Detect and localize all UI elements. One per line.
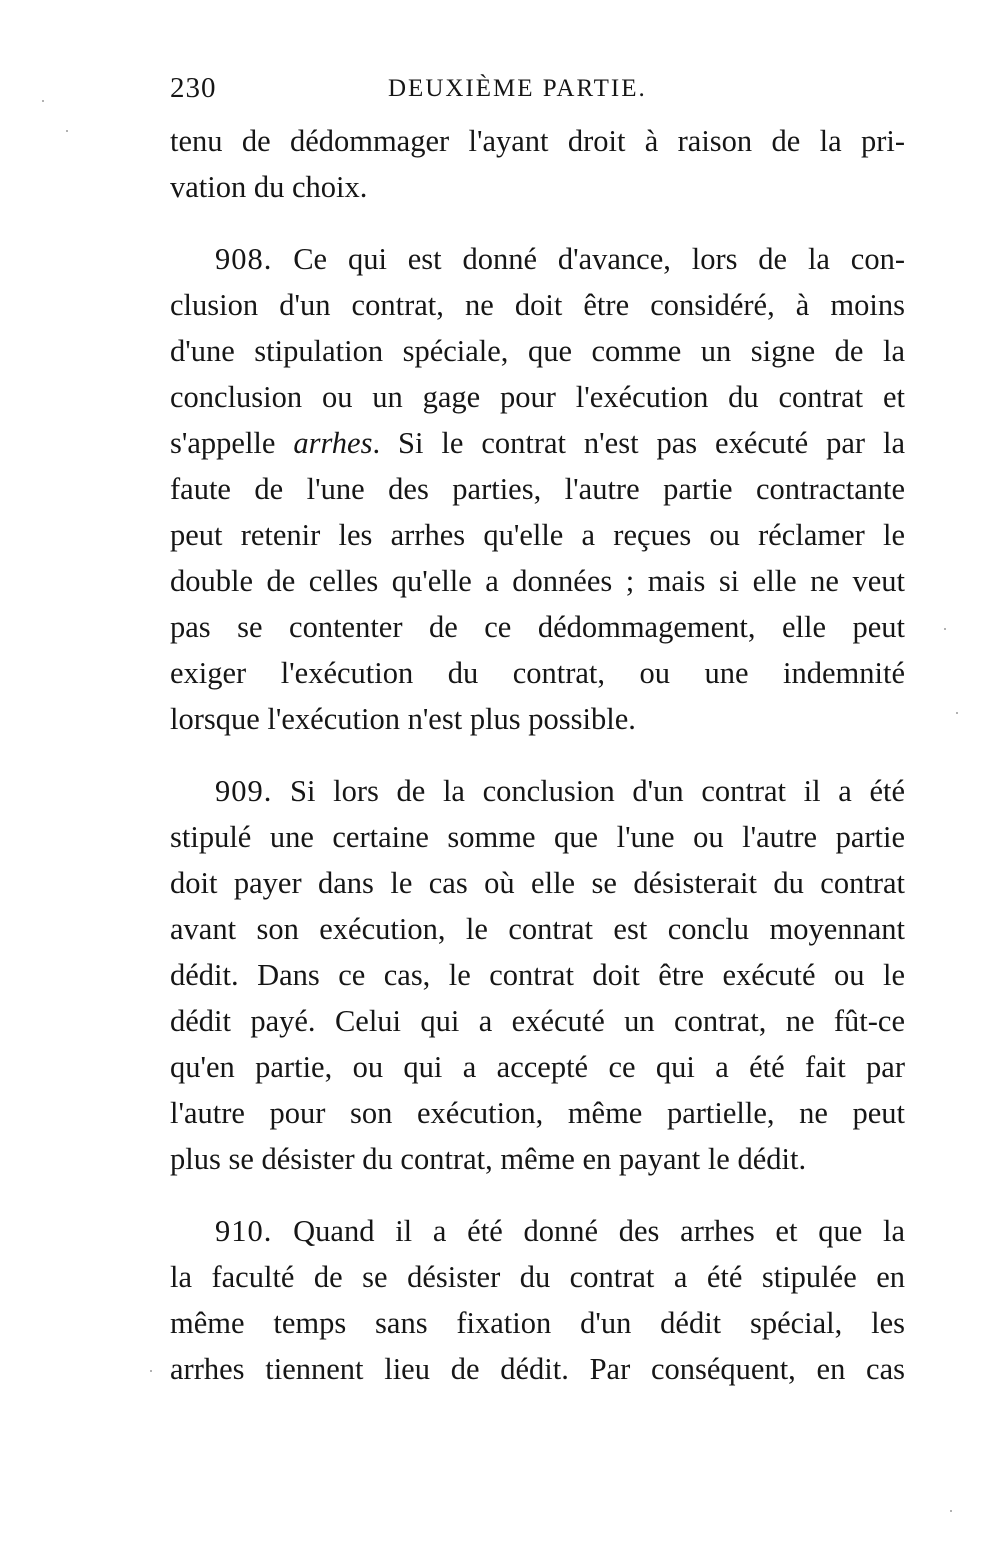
text-line: conclusion ou un gage pour l'exécution du contrat et	[170, 380, 905, 414]
running-title: DEUXIÈME PARTIE.	[388, 75, 647, 102]
text-line: qu'en partie, ou qui a accepté ce qui a été fait par	[170, 1050, 905, 1084]
scan-speck	[42, 100, 44, 102]
article-908	[170, 236, 905, 742]
text-line: l'autre pour son exécution, même partielle, ne peut	[170, 1096, 905, 1130]
text-line: clusion d'un contrat, ne doit être considéré, à moins	[170, 288, 905, 322]
text-line: double de celles qu'elle a données ; mais si elle ne veut	[170, 564, 905, 598]
italic-term: arrhes	[293, 426, 373, 460]
scan-speck	[66, 130, 68, 132]
text-line	[170, 420, 905, 466]
article-number: 909.	[215, 774, 273, 808]
text-line: faute de l'une des parties, l'autre partie contractante	[170, 472, 905, 506]
text-line: exiger l'exécution du contrat, ou une indemnité	[170, 656, 905, 690]
text-line: doit payer dans le cas où elle se désisterait du contrat	[170, 866, 905, 900]
text-line: dédit payé. Celui qui a exécuté un contrat, ne fût-ce	[170, 1004, 905, 1038]
text-line	[170, 1208, 905, 1254]
text-segment: Quand il a été donné des arrhes et que la	[272, 1214, 905, 1248]
text-segment: Ce qui est donné d'avance, lors de la con-	[272, 242, 905, 276]
page-number: 230	[170, 72, 217, 104]
text-line: tenu de dédommager l'ayant droit à raison de la pri-	[170, 124, 905, 158]
text-line: lorsque l'exécution n'est plus possible.	[170, 702, 636, 736]
scan-speck	[150, 1370, 152, 1372]
text-line	[170, 236, 905, 282]
text-line: même temps sans fixation d'un dédit spécial, les	[170, 1306, 905, 1340]
text-line: vation du choix.	[170, 170, 368, 204]
running-head	[170, 72, 890, 112]
text-line: dédit. Dans ce cas, le contrat doit être exécuté ou le	[170, 958, 905, 992]
text-segment: Si lors de la conclusion d'un contrat il a été	[272, 774, 905, 808]
scan-speck	[944, 628, 946, 630]
scan-speck	[950, 1510, 952, 1512]
article-909	[170, 768, 905, 1182]
text-line: arrhes tiennent lieu de dédit. Par conséquent, en cas	[170, 1352, 905, 1386]
article-number: 910.	[215, 1214, 273, 1248]
text-line: pas se contenter de ce dédommagement, elle peut	[170, 610, 905, 644]
text-line	[170, 768, 905, 814]
text-line: stipulé une certaine somme que l'une ou l'autre partie	[170, 820, 905, 854]
text-line: d'une stipulation spéciale, que comme un signe de la	[170, 334, 905, 368]
text-segment: . Si le contrat n'est pas exécuté par la	[372, 426, 905, 460]
text-line: plus se désister du contrat, même en payant le dédit.	[170, 1142, 807, 1176]
body-text	[170, 118, 905, 1392]
article-910	[170, 1208, 905, 1392]
text-segment: s'appelle	[170, 426, 294, 460]
paragraph-continuation	[170, 118, 905, 210]
article-number: 908.	[215, 242, 273, 276]
scan-speck	[956, 712, 958, 714]
text-line: avant son exécution, le contrat est conclu moyennant	[170, 912, 905, 946]
text-line: peut retenir les arrhes qu'elle a reçues ou réclamer le	[170, 518, 905, 552]
text-line: la faculté de se désister du contrat a été stipulée en	[170, 1260, 905, 1294]
